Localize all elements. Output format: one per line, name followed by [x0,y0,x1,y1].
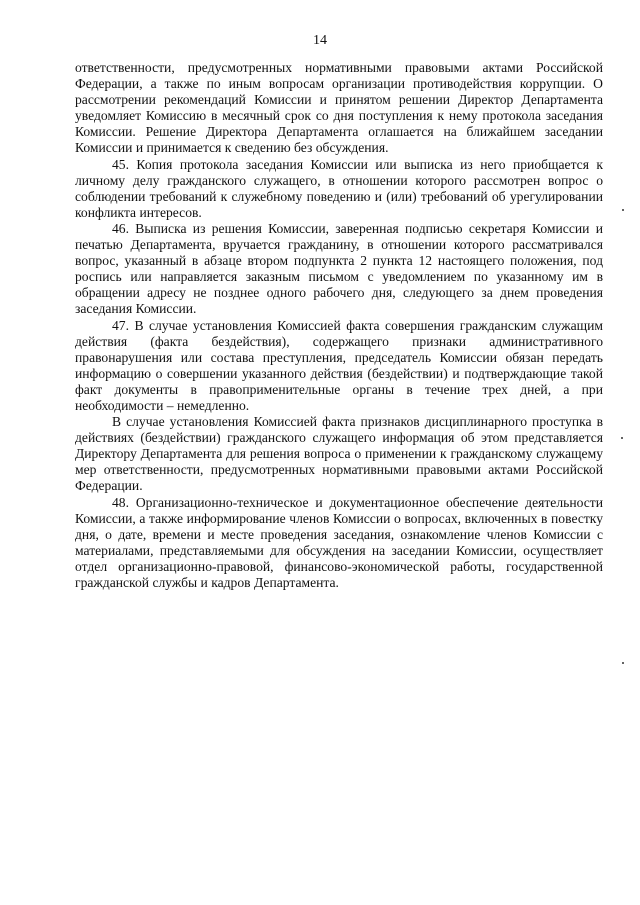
page-number: 14 [313,33,327,48]
paragraph-47-second: В случае установления Комиссией факта признаков дисциплинарного проступка в действиях (бездействии) гражданского служащего информация об этом представляется Директору Департамента для решения вопроса о применении к гражданскому служащему мер ответственности, предусмотренных нормативными правовыми актами Российской Федерации. [75,414,603,494]
scan-mark [621,437,623,439]
paragraph-46: 46. Выписка из решения Комиссии, заверенная подписью секретаря Комиссии и печатью Департамента, вручается гражданину, в отношении которого рассматривался вопрос, указанный в абзаце втором подпункта 2 пункта 12 настоящего положения, под роспись или направляется заказным письмом с уведомлением по указанному им в обращении адресу не позднее одного рабочего дня, следующего за днем проведения заседания Комиссии. [75,220,603,317]
paragraph-continuation: ответственности, предусмотренных нормативными правовыми актами Российской Федерации, а также по иным вопросам организации противодействия коррупции. О рассмотрении рекомендаций Комиссии и принятом решении Директор Департамента уведомляет Комиссию в месячный срок со дня поступления к нему протокола заседания Комиссии. Решение Директора Департамента оглашается на ближайшем заседании Комиссии и принимается к сведению без обсуждения. [75,60,603,156]
scan-mark [622,209,624,211]
paragraph-45: 45. Копия протокола заседания Комиссии или выписка из него приобщается к личному делу гражданского служащего, в отношении которого рассмотрен вопрос о соблюдении требований к служебному поведению и (или) требований об урегулировании конфликта интересов. [75,156,603,220]
document-body [75,60,603,591]
paragraph-47: 47. В случае установления Комиссией факта совершения гражданским служащим действия (факта бездействия), содержащего признаки административного правонарушения или состава преступления, председатель Комиссии обязан передать информацию о совершении указанного действия (бездействии) и подтверждающие такой факт документы в правоприменительные органы в течение трех дней, а при необходимости – немедленно. [75,317,603,413]
scan-mark [622,662,624,664]
paragraph-48: 48. Организационно-техническое и документационное обеспечение деятельности Комиссии, а также информирование членов Комиссии о вопросах, включенных в повестку дня, о дате, времени и месте проведения заседания, ознакомление членов Комиссии с материалами, представляемыми для обсуждения на заседании Комиссии, осуществляет отдел организационно-правовой, финансово-экономической работы, государственной гражданской службы и кадров Департамента. [75,494,603,590]
